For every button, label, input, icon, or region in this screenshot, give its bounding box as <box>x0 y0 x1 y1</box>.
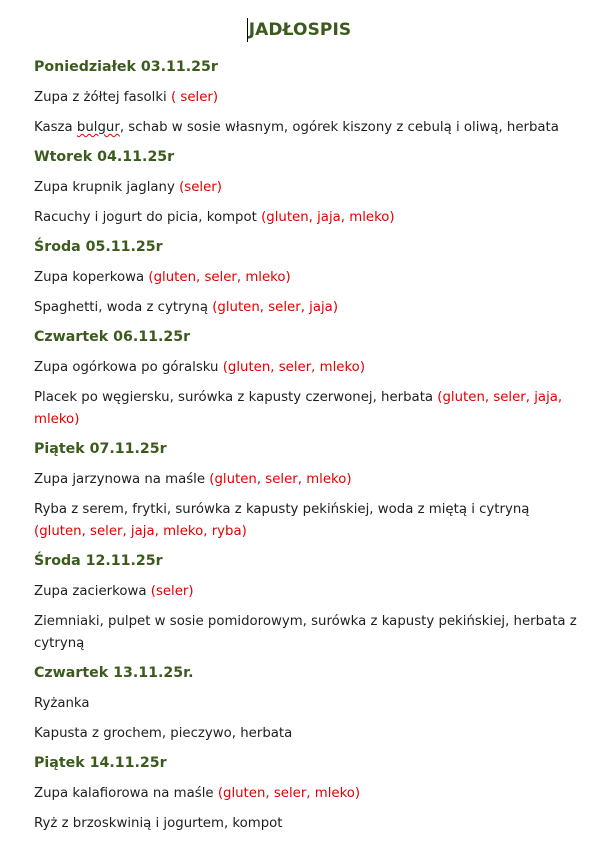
meal-soup[interactable] <box>34 469 578 491</box>
meal-text: Zupa jarzynowa na maśle <box>34 472 210 487</box>
day-header[interactable]: Piątek 14.11.25r <box>34 755 167 771</box>
meal-text: Zupa z żółtej fasolki <box>34 90 171 105</box>
meal-main[interactable] <box>34 813 578 835</box>
allergen-list: (gluten, seler, jaja) <box>212 300 339 315</box>
day-section <box>34 439 578 543</box>
meal-text: Kapusta z grochem, pieczywo, herbata <box>34 726 293 741</box>
meal-text: Zupa krupnik jaglany <box>34 180 180 195</box>
meal-soup[interactable] <box>34 693 578 715</box>
day-section <box>34 57 578 139</box>
day-header[interactable]: Czwartek 13.11.25r. <box>34 665 194 681</box>
meal-text: Ziemniaki, pulpet w sosie pomidorowym, surówka z kapusty pekińskiej, herbata z cytryną <box>34 614 577 651</box>
meal-main[interactable] <box>34 723 578 745</box>
meal-soup[interactable] <box>34 87 578 109</box>
meal-text: Ryżanka <box>34 696 90 711</box>
meal-text: Racuchy i jogurt do picia, kompot <box>34 210 262 225</box>
allergen-list: (seler) <box>150 584 194 599</box>
allergen-list: (gluten, seler, mleko) <box>222 360 366 375</box>
day-header[interactable]: Wtorek 04.11.25r <box>34 149 175 165</box>
title-row <box>0 18 598 42</box>
day-header[interactable]: Poniedziałek 03.11.25r <box>34 59 218 75</box>
day-header[interactable]: Piątek 07.11.25r <box>34 441 167 457</box>
meal-main[interactable] <box>34 297 578 319</box>
meal-text: Zupa zacierkowa <box>34 584 151 599</box>
meal-main[interactable] <box>34 117 578 139</box>
meal-text: Kasza <box>34 120 77 135</box>
meal-main[interactable] <box>34 207 578 229</box>
meal-text: Ryba z serem, frytki, surówka z kapusty pekińskiej, woda z miętą i cytryną <box>34 502 530 517</box>
document-title[interactable] <box>247 18 352 42</box>
meal-text: Ryż z brzoskwinią i jogurtem, kompot <box>34 816 283 831</box>
spellcheck-flagged-word[interactable]: bulgur <box>76 120 120 135</box>
meal-main[interactable] <box>34 611 578 655</box>
meal-text: Zupa koperkowa <box>34 270 149 285</box>
allergen-list: (gluten, seler, jaja, mleko) <box>34 390 563 427</box>
meal-soup[interactable] <box>34 783 578 805</box>
text-cursor <box>247 18 248 42</box>
allergen-list: (gluten, seler, mleko) <box>148 270 291 285</box>
meal-text: Spaghetti, woda z cytryną <box>34 300 213 315</box>
day-header[interactable]: Środa 12.11.25r <box>34 553 163 569</box>
meal-text: Zupa kalafiorowa na maśle <box>34 786 218 801</box>
day-section <box>34 237 578 319</box>
allergen-list: (gluten, seler, mleko) <box>209 472 352 487</box>
day-header[interactable]: Czwartek 06.11.25r <box>34 329 191 345</box>
allergen-list: ( seler) <box>170 90 219 105</box>
allergen-list: (gluten, jaja, mleko) <box>261 210 395 225</box>
day-section <box>34 327 578 431</box>
meal-text: Placek po węgiersku, surówka z kapusty czerwonej, herbata <box>34 390 438 405</box>
meal-text: Zupa ogórkowa po góralsku <box>34 360 223 375</box>
meal-main[interactable] <box>34 499 578 543</box>
meal-soup[interactable] <box>34 267 578 289</box>
day-section <box>34 663 578 745</box>
day-section <box>34 147 578 229</box>
allergen-list: (gluten, seler, jaja, mleko, ryba) <box>34 524 247 539</box>
day-header[interactable]: Środa 05.11.25r <box>34 239 163 255</box>
meal-soup[interactable] <box>34 581 578 603</box>
allergen-list: (gluten, seler, mleko) <box>217 786 361 801</box>
allergen-list: (seler) <box>179 180 222 195</box>
meal-soup[interactable] <box>34 357 578 379</box>
menu-days <box>34 57 578 835</box>
meal-text-continued: , schab w sosie własnym, ogórek kiszony z cebulą i oliwą, herbata <box>119 120 559 135</box>
meal-main[interactable] <box>34 387 578 431</box>
meal-soup[interactable] <box>34 177 578 199</box>
day-section <box>34 753 578 835</box>
day-section <box>34 551 578 655</box>
document-title-text: JADŁOSPIS <box>248 20 352 40</box>
